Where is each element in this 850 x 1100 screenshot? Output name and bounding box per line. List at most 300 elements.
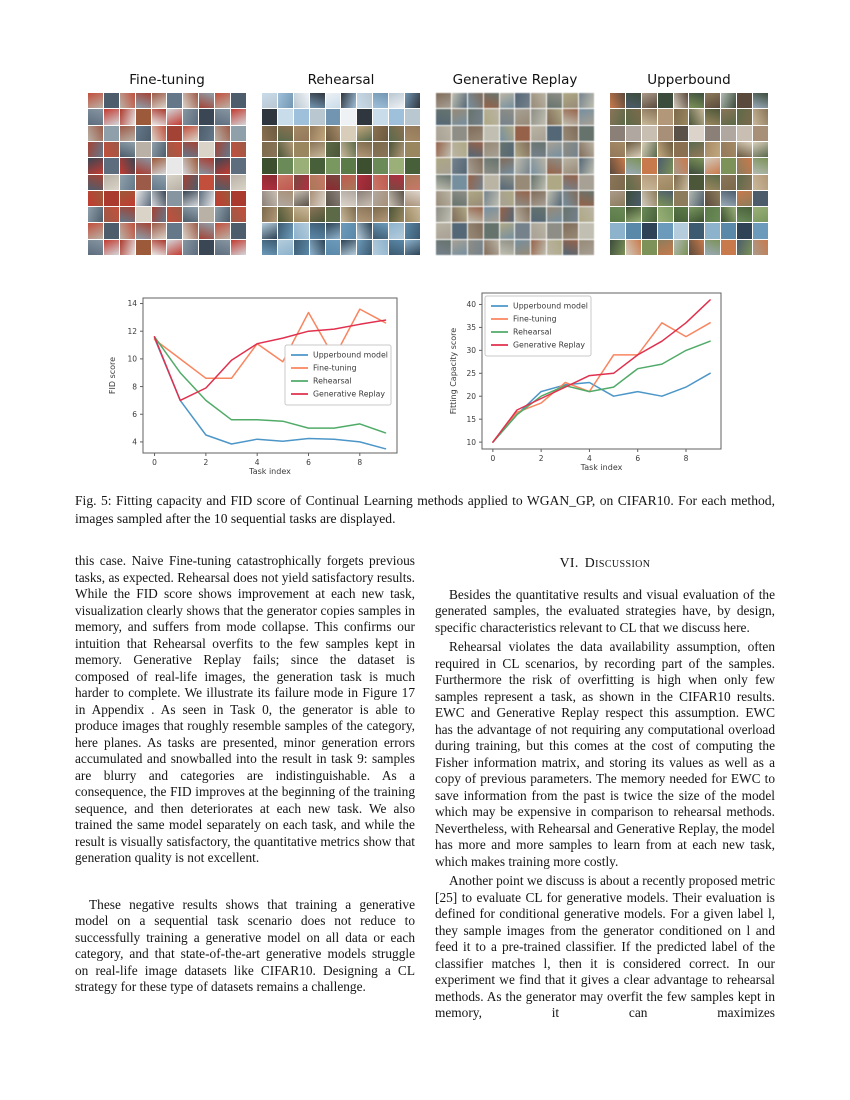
- sample-tile: [357, 175, 372, 190]
- sample-tile: [405, 109, 420, 124]
- sample-tile: [515, 142, 530, 157]
- sample-tile: [152, 223, 167, 238]
- sample-tile: [563, 207, 578, 222]
- sample-tile: [405, 191, 420, 206]
- sample-tile: [579, 109, 594, 124]
- sample-tile: [136, 109, 151, 124]
- paragraph: Besides the quantitative results and visual evaluation of the generated samples, the evaluated strategies have, by design, specific characteristics relevant to CL that we discuss here.: [435, 586, 775, 635]
- sample-tile: [167, 142, 182, 157]
- sample-tile: [674, 175, 689, 190]
- sample-grid-rehearsal: [262, 93, 420, 255]
- sample-tile: [737, 126, 752, 141]
- sample-tile: [373, 191, 388, 206]
- sample-tile: [278, 109, 293, 124]
- sample-tile: [452, 175, 467, 190]
- section-number: VI.: [559, 555, 579, 570]
- sample-tile: [547, 175, 562, 190]
- sample-tile: [452, 109, 467, 124]
- sample-tile: [389, 240, 404, 255]
- sample-tile: [531, 191, 546, 206]
- svg-text:Fine-tuning: Fine-tuning: [513, 314, 557, 324]
- sample-tile: [104, 109, 119, 124]
- sample-tile: [262, 93, 277, 108]
- paragraph: Another point we discuss is about a recently proposed metric [25] to evaluate CL for generative models. Their evaluation is defined for conditional generative models. For a given label l, they sample images from the generator conditioned on l and feed it to a pre-trained classifier. If the predicted label of the classifier matches l, then it is considered correct. In our experiment we find that it gives a clear advantage to rehearsal methods. As the generator may overfit the few samples kept in memory, it can maximizes: [435, 873, 775, 1020]
- sample-tile: [373, 240, 388, 255]
- sample-tile: [436, 142, 451, 157]
- svg-text:20: 20: [466, 391, 476, 401]
- sample-tile: [515, 93, 530, 108]
- sample-tile: [500, 191, 515, 206]
- svg-text:8: 8: [357, 458, 363, 467]
- sample-tile: [721, 109, 736, 124]
- sample-tile: [468, 126, 483, 141]
- sample-tile: [373, 207, 388, 222]
- sample-tile: [341, 158, 356, 173]
- sample-tile: [373, 126, 388, 141]
- sample-tile: [674, 223, 689, 238]
- svg-text:8: 8: [132, 382, 137, 392]
- sample-tile: [278, 191, 293, 206]
- sample-tile: [152, 175, 167, 190]
- paragraph: this case. Naive Fine-tuning catastrophically forgets previous tasks, as expected. Rehearsal does not yield satisfactory results. While the FID score shows improvement at each new task, visualization clearly shows that the generator copies samples in memory, and suffers from mode collapse. This confirms our intuition that Rehearsal overfits to the few samples kept in memory. Generative Replay fails; since the dataset is composed of real-life images, the generation task is much harder to complete. We illustrate its failure mode in Figure 17 in Appendix . As seen in Task 0, the generator is able to produce images that roughly resemble samples of the category, here planes. As tasks are presented, minor generation errors accumulated and snowballed into the result in task 9: samples are blurry and categories are indistinguishable. As a consequence, the FID improves at the beginning of the training sequence, and then deteriorates at each new task. We also trained the same model separately on each task, and while the result is visually satisfactory, the quantitative metrics show that generation quality is not excellent.: [75, 553, 415, 865]
- sample-tile: [642, 191, 657, 206]
- sample-tile: [104, 142, 119, 157]
- sample-tile: [278, 126, 293, 141]
- sample-tile: [104, 240, 119, 255]
- svg-text:Rehearsal: Rehearsal: [513, 327, 552, 337]
- sample-tile: [215, 207, 230, 222]
- sample-tile: [341, 126, 356, 141]
- sample-tile: [468, 191, 483, 206]
- sample-tile: [310, 175, 325, 190]
- sample-tile: [515, 109, 530, 124]
- sample-tile: [500, 109, 515, 124]
- sample-tile: [436, 223, 451, 238]
- sample-tile: [642, 223, 657, 238]
- sample-tile: [642, 93, 657, 108]
- sample-tile: [326, 175, 341, 190]
- sample-tile: [262, 240, 277, 255]
- sample-tile: [563, 175, 578, 190]
- sample-tile: [341, 191, 356, 206]
- sample-tile: [721, 175, 736, 190]
- svg-text:Rehearsal: Rehearsal: [313, 376, 352, 386]
- sample-tile: [658, 93, 673, 108]
- sample-tile: [183, 240, 198, 255]
- sample-tile: [104, 191, 119, 206]
- sample-tile: [721, 207, 736, 222]
- sample-tile: [468, 109, 483, 124]
- sample-tile: [262, 126, 277, 141]
- sample-tile: [626, 223, 641, 238]
- sample-tile: [531, 175, 546, 190]
- sample-tile: [689, 126, 704, 141]
- sample-tile: [626, 93, 641, 108]
- sample-tile: [215, 175, 230, 190]
- sample-tile: [737, 142, 752, 157]
- sample-tile: [231, 158, 246, 173]
- sample-tile: [468, 142, 483, 157]
- sample-tile: [484, 109, 499, 124]
- sample-tile: [531, 126, 546, 141]
- sample-tile: [152, 191, 167, 206]
- svg-text:10: 10: [127, 354, 137, 364]
- sample-tile: [642, 240, 657, 255]
- sample-tile: [389, 109, 404, 124]
- sample-tile: [199, 240, 214, 255]
- sample-tile: [484, 175, 499, 190]
- svg-text:Upperbound model: Upperbound model: [313, 350, 388, 360]
- svg-text:2: 2: [538, 454, 544, 463]
- sample-tile: [389, 223, 404, 238]
- svg-text:4: 4: [132, 437, 137, 447]
- sample-tile: [515, 191, 530, 206]
- sample-tile: [373, 93, 388, 108]
- sample-tile: [658, 142, 673, 157]
- sample-tile: [326, 240, 341, 255]
- sample-tile: [278, 207, 293, 222]
- sample-tile: [278, 240, 293, 255]
- sample-tile: [689, 175, 704, 190]
- svg-text:Generative Replay: Generative Replay: [313, 389, 386, 399]
- sample-tile: [231, 191, 246, 206]
- sample-tile: [436, 240, 451, 255]
- sample-tile: [120, 142, 135, 157]
- sample-tile: [531, 158, 546, 173]
- sample-tile: [563, 142, 578, 157]
- sample-tile: [199, 126, 214, 141]
- sample-tile: [658, 175, 673, 190]
- sample-tile: [547, 93, 562, 108]
- sample-tile: [167, 126, 182, 141]
- sample-tile: [515, 126, 530, 141]
- sample-tile: [689, 109, 704, 124]
- sample-tile: [436, 175, 451, 190]
- svg-text:30: 30: [466, 346, 476, 356]
- sample-tile: [357, 240, 372, 255]
- sample-tile: [104, 207, 119, 222]
- sample-tile: [278, 142, 293, 157]
- sample-tile: [357, 223, 372, 238]
- sample-tile: [294, 158, 309, 173]
- sample-tile: [674, 109, 689, 124]
- sample-tile: [705, 240, 720, 255]
- sample-tile: [389, 142, 404, 157]
- sample-tile: [120, 158, 135, 173]
- sample-tile: [167, 191, 182, 206]
- svg-text:4: 4: [254, 458, 260, 467]
- sample-tile: [436, 158, 451, 173]
- sample-tile: [341, 207, 356, 222]
- sample-tile: [215, 240, 230, 255]
- sample-tile: [310, 109, 325, 124]
- sample-tile: [183, 93, 198, 108]
- sample-tile: [310, 142, 325, 157]
- sample-tile: [452, 126, 467, 141]
- sample-tile: [674, 93, 689, 108]
- sample-tile: [199, 191, 214, 206]
- sample-tile: [753, 109, 768, 124]
- sample-tile: [626, 191, 641, 206]
- sample-tile: [674, 240, 689, 255]
- grid-title-fine-tuning: Fine-tuning: [129, 72, 205, 88]
- sample-tile: [341, 109, 356, 124]
- sample-tile: [278, 158, 293, 173]
- sample-tile: [737, 207, 752, 222]
- sample-tile: [104, 93, 119, 108]
- paragraph: These negative results shows that training a generative model on a sequential task scenario does not reduce to successfully training a generative model on all data or each category, and that state-of-the-art generative models struggle on real-life image datasets like CIFAR10. Designing a CL strategy for these type of datasets remains a challenge.: [75, 896, 415, 994]
- sample-tile: [547, 191, 562, 206]
- sample-tile: [579, 175, 594, 190]
- sample-tile: [294, 240, 309, 255]
- sample-tile: [484, 191, 499, 206]
- sample-tile: [310, 240, 325, 255]
- sample-tile: [468, 207, 483, 222]
- sample-tile: [579, 158, 594, 173]
- svg-text:6: 6: [132, 409, 137, 419]
- sample-tile: [389, 207, 404, 222]
- sample-tile: [721, 240, 736, 255]
- sample-tile: [405, 240, 420, 255]
- sample-tile: [262, 158, 277, 173]
- sample-tile: [436, 207, 451, 222]
- sample-tile: [689, 158, 704, 173]
- right-column: [435, 553, 775, 1022]
- sample-tile: [753, 191, 768, 206]
- sample-tile: [183, 207, 198, 222]
- sample-tile: [689, 93, 704, 108]
- sample-tile: [357, 126, 372, 141]
- sample-tile: [294, 109, 309, 124]
- sample-tile: [88, 191, 103, 206]
- sample-tile: [705, 109, 720, 124]
- sample-tile: [737, 175, 752, 190]
- sample-tile: [167, 109, 182, 124]
- sample-tile: [405, 207, 420, 222]
- sample-tile: [468, 240, 483, 255]
- sample-tile: [183, 142, 198, 157]
- sample-tile: [326, 191, 341, 206]
- sample-tile: [484, 158, 499, 173]
- sample-tile: [547, 240, 562, 255]
- sample-tile: [547, 142, 562, 157]
- sample-tile: [136, 175, 151, 190]
- sample-grid-upperbound: [610, 93, 768, 255]
- sample-tile: [737, 109, 752, 124]
- sample-tile: [610, 191, 625, 206]
- sample-tile: [674, 142, 689, 157]
- sample-tile: [326, 126, 341, 141]
- sample-tile: [341, 223, 356, 238]
- sample-tile: [547, 126, 562, 141]
- sample-tile: [88, 93, 103, 108]
- sample-tile: [753, 207, 768, 222]
- sample-tile: [120, 93, 135, 108]
- sample-tile: [389, 175, 404, 190]
- sample-tile: [215, 191, 230, 206]
- sample-tile: [500, 175, 515, 190]
- sample-tile: [88, 109, 103, 124]
- sample-tile: [484, 142, 499, 157]
- sample-tile: [88, 207, 103, 222]
- sample-tile: [88, 142, 103, 157]
- sample-tile: [531, 109, 546, 124]
- sample-tile: [658, 240, 673, 255]
- sample-tile: [563, 93, 578, 108]
- sample-tile: [753, 93, 768, 108]
- sample-tile: [579, 126, 594, 141]
- sample-tile: [152, 109, 167, 124]
- sample-tile: [737, 223, 752, 238]
- section-heading-discussion: [435, 555, 775, 572]
- sample-tile: [357, 109, 372, 124]
- sample-tile: [389, 158, 404, 173]
- sample-tile: [452, 93, 467, 108]
- sample-tile: [468, 175, 483, 190]
- sample-tile: [167, 240, 182, 255]
- sample-tile: [721, 223, 736, 238]
- sample-tile: [626, 158, 641, 173]
- sample-tile: [88, 126, 103, 141]
- sample-tile: [658, 207, 673, 222]
- sample-tile: [610, 93, 625, 108]
- sample-tile: [405, 223, 420, 238]
- sample-tile: [468, 223, 483, 238]
- sample-tile: [183, 175, 198, 190]
- sample-tile: [136, 142, 151, 157]
- sample-tile: [183, 191, 198, 206]
- sample-tile: [753, 158, 768, 173]
- sample-tile: [231, 93, 246, 108]
- sample-tile: [626, 175, 641, 190]
- sample-tile: [705, 191, 720, 206]
- sample-tile: [547, 207, 562, 222]
- sample-tile: [104, 223, 119, 238]
- sample-tile: [199, 223, 214, 238]
- sample-tile: [88, 240, 103, 255]
- sample-tile: [547, 158, 562, 173]
- sample-tile: [326, 93, 341, 108]
- grid-title-rehearsal: Rehearsal: [307, 72, 375, 88]
- sample-tile: [231, 175, 246, 190]
- svg-text:12: 12: [127, 326, 137, 336]
- sample-tile: [294, 191, 309, 206]
- sample-tile: [563, 158, 578, 173]
- sample-tile: [705, 126, 720, 141]
- svg-text:4: 4: [587, 454, 592, 463]
- sample-tile: [721, 158, 736, 173]
- sample-tile: [231, 223, 246, 238]
- sample-tile: [515, 223, 530, 238]
- svg-text:0: 0: [490, 454, 496, 463]
- sample-tile: [136, 191, 151, 206]
- sample-tile: [373, 142, 388, 157]
- sample-tile: [104, 126, 119, 141]
- sample-tile: [484, 223, 499, 238]
- sample-tile: [341, 142, 356, 157]
- grid-rehearsal: [262, 72, 420, 255]
- sample-tile: [120, 109, 135, 124]
- sample-tile: [547, 109, 562, 124]
- grid-upperbound: [610, 72, 768, 255]
- sample-tile: [104, 175, 119, 190]
- sample-tile: [705, 93, 720, 108]
- left-column: [75, 553, 415, 1022]
- sample-tile: [215, 142, 230, 157]
- sample-tile: [183, 109, 198, 124]
- sample-tile: [610, 240, 625, 255]
- sample-tile: [294, 93, 309, 108]
- sample-tile: [674, 191, 689, 206]
- sample-tile: [310, 93, 325, 108]
- sample-tile: [104, 158, 119, 173]
- sample-tile: [262, 142, 277, 157]
- sample-tile: [705, 142, 720, 157]
- sample-tile: [721, 126, 736, 141]
- sample-tile: [689, 223, 704, 238]
- sample-tile: [642, 142, 657, 157]
- sample-tile: [515, 158, 530, 173]
- sample-tile: [405, 142, 420, 157]
- sample-tile: [658, 109, 673, 124]
- sample-tile: [326, 158, 341, 173]
- sample-tile: [326, 223, 341, 238]
- sample-tile: [753, 126, 768, 141]
- svg-text:FID score: FID score: [108, 356, 117, 395]
- sample-tile: [215, 158, 230, 173]
- sample-tile: [642, 207, 657, 222]
- sample-tile: [120, 191, 135, 206]
- svg-text:25: 25: [466, 368, 476, 378]
- svg-text:2: 2: [203, 458, 209, 467]
- sample-tile: [737, 158, 752, 173]
- sample-tile: [199, 175, 214, 190]
- sample-tile: [183, 158, 198, 173]
- sample-tile: [88, 223, 103, 238]
- sample-tile: [405, 93, 420, 108]
- sample-tile: [357, 207, 372, 222]
- svg-text:Task index: Task index: [580, 463, 623, 472]
- sample-tile: [405, 126, 420, 141]
- sample-tile: [737, 191, 752, 206]
- svg-text:Fitting Capacity score: Fitting Capacity score: [449, 327, 458, 415]
- sample-tile: [136, 223, 151, 238]
- sample-tile: [167, 175, 182, 190]
- sample-tile: [436, 191, 451, 206]
- sample-tile: [689, 142, 704, 157]
- svg-text:35: 35: [466, 323, 476, 333]
- sample-tile: [310, 158, 325, 173]
- sample-tile: [468, 158, 483, 173]
- sample-tile: [721, 191, 736, 206]
- sample-tile: [183, 126, 198, 141]
- sample-tile: [563, 109, 578, 124]
- fid-score-chart: [85, 288, 420, 488]
- sample-tile: [531, 93, 546, 108]
- sample-tile: [294, 126, 309, 141]
- svg-text:10: 10: [466, 437, 476, 447]
- sample-tile: [152, 142, 167, 157]
- sample-tile: [452, 207, 467, 222]
- sample-tile: [610, 142, 625, 157]
- sample-tile: [531, 240, 546, 255]
- svg-text:40: 40: [466, 300, 476, 310]
- sample-tile: [452, 142, 467, 157]
- sample-tile: [326, 207, 341, 222]
- sample-tile: [231, 207, 246, 222]
- sample-tile: [626, 126, 641, 141]
- sample-tile: [452, 158, 467, 173]
